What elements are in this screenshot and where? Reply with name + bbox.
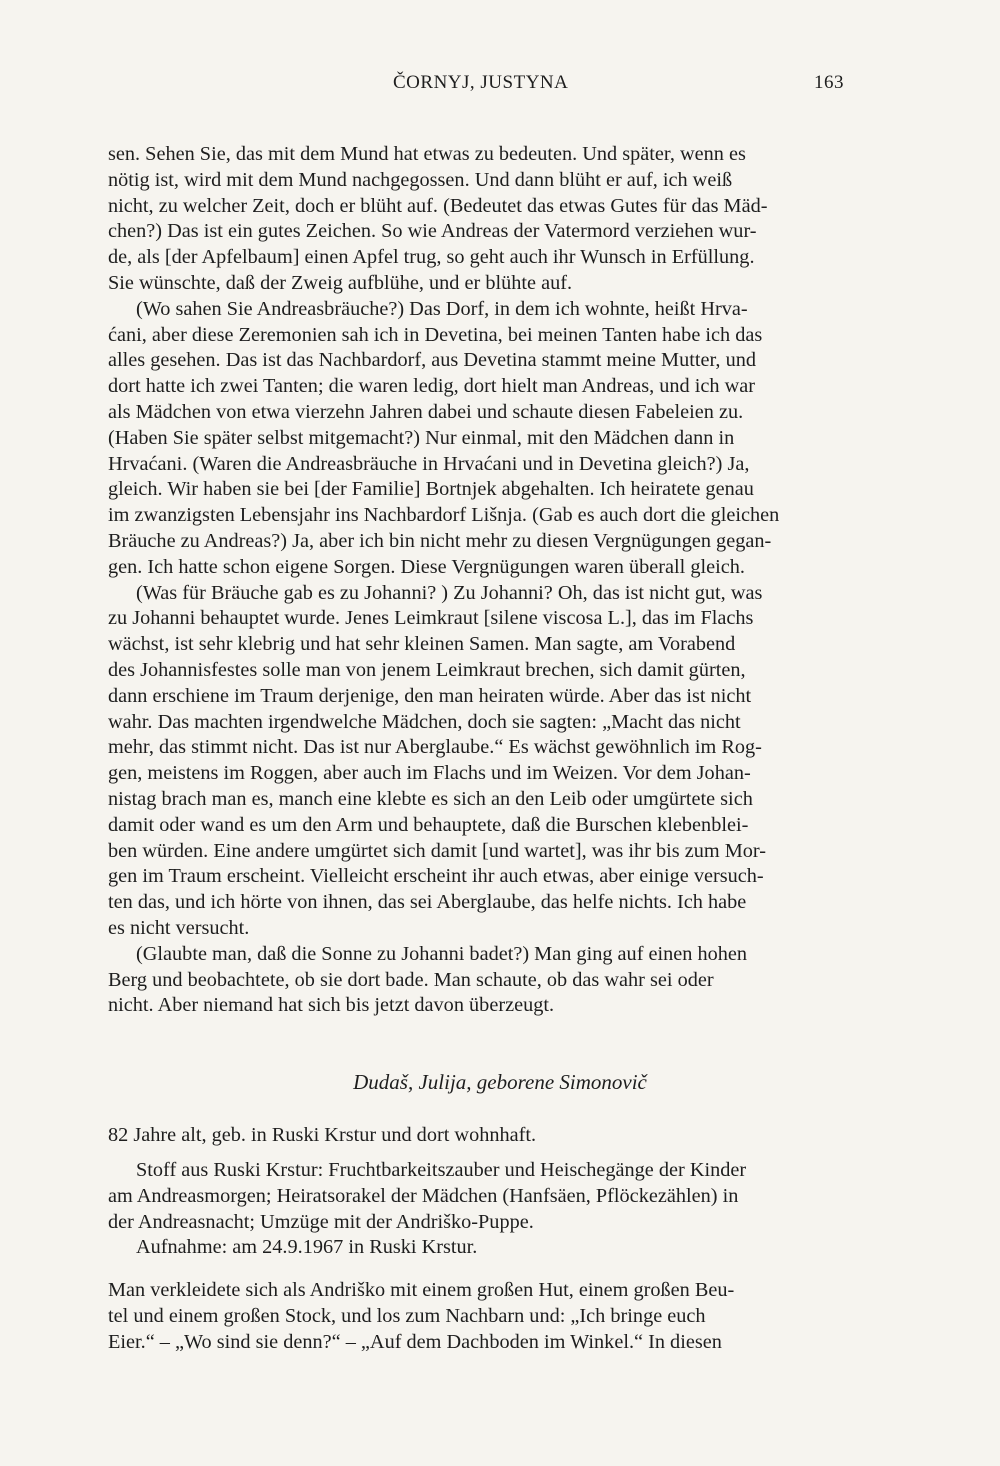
section-title: Dudaš, Julija, geborene Simonovič bbox=[353, 1070, 647, 1094]
page-number: 163 bbox=[814, 72, 844, 93]
recording-date: Aufnahme: am 24.9.1967 in Ruski Krstur. bbox=[136, 1236, 478, 1259]
page-header bbox=[0, 72, 1000, 102]
paragraph: Man verkleidete sich als Andriško mit einem großen Hut, einem großen Beu- tel und einem großen Stock, und los zum Nachbarn und: „Ich bringe euch Eier.“ – „Wo sind sie denn?“ – „Auf dem Dachboden im Winkel.“ In diesen bbox=[108, 1279, 735, 1353]
narrative-text bbox=[108, 1278, 868, 1355]
running-title: ČORNYJ, JUSTYNA bbox=[393, 72, 569, 93]
paragraph: (Was für Bräuche gab es zu Johanni? ) Zu Johanni? Oh, das ist nicht gut, was zu Johanni behauptet wurde. Jenes Leimkraut [silene viscosa L.], das im Flachs wächst, ist sehr klebrig und hat sehr kleinen Samen. Man sagte, am Vorabend des Johannisfestes solle man von jenem Leimkraut brechen, sich damit gürten, dann erschiene im Traum derjenige, den man heiraten würde. Aber das ist nicht wahr. Das machten irgendwelche Mädchen, doch sie sagten: „Macht das nicht mehr, das stimmt nicht. Das ist nur Aberglaube.“ Es wächst gewöhnlich im Rog- gen, meistens im Roggen, aber auch im Flachs und im Weizen. Vor dem Johan- nistag brach man es, manch eine klebte es sich an den Leib oder umgürtete sich damit oder wand es um den Arm und behauptete, daß die Burschen klebenblei- ben würden. Eine andere umgürtet sich damit [und wartet], was ihr bis zum Mor- gen im Traum erscheint. Vielleicht erscheint ihr auch etwas, aber einige versuch- ten das, und ich hörte von ihnen, das sei Aberglaube, das helfe nichts. Ich habe es nicht versucht. bbox=[108, 581, 766, 939]
informant-details: 82 Jahre alt, geb. in Ruski Krstur und dort wohnhaft. bbox=[108, 1124, 537, 1146]
paragraph: sen. Sehen Sie, das mit dem Mund hat etwas zu bedeuten. Und später, wenn es nötig ist, wird mit dem Mund nachgegossen. Und dann blüht er auf, ich weiß nicht, zu welcher Zeit, doch er blüht auf. (Bedeutet das etwas Gutes für das Mäd- chen?) Das ist ein gutes Zeichen. So wie Andreas der Vatermord verziehen wur- de, als [der Apfelbaum] einen Apfel trug, so geht auch ihr Wunsch in Erfüllung. Sie wünschte, daß der Zweig aufblühe, und er blühte auf. bbox=[108, 143, 768, 294]
paragraph: (Glaubte man, daß die Sonne zu Johanni badet?) Man ging auf einen hohen Berg und beobachtete, ob sie dort bade. Man schaute, ob das wahr sei oder nicht. Aber niemand hat sich bis jetzt davon überzeugt. bbox=[108, 942, 748, 1017]
entry-cornyj-text bbox=[108, 142, 868, 1019]
material-description: Stoff aus Ruski Krstur: Fruchtbarkeitszauber und Heischegänge der Kinder am Andreasmorgen; Heiratsorakel der Mädchen (Hanfsäen, Pflöckezählen) in der Andreasnacht; Umzüge mit der Andriško-Puppe. bbox=[108, 1159, 747, 1233]
material-summary bbox=[108, 1158, 868, 1261]
paragraph: (Wo sahen Sie Andreasbräuche?) Das Dorf, in dem ich wohnte, heißt Hrva- ćani, aber diese Zeremonien sah ich in Devetina, bei meinen Tanten habe ich das alles gesehen. Das ist das Nachbardorf, aus Devetina stammt meine Mutter, und dort hatte ich zwei Tanten; die waren ledig, dort hielt man Andreas, und ich war als Mädchen von etwa vierzehn Jahren dabei und schaute diesen Fabeleien zu. (Haben Sie später selbst mitgemacht?) Nur einmal, mit den Mädchen dann in Hrvaćani. (Waren die Andreasbräuche in Hrvaćani und in Devetina gleich?) Ja, gleich. Wir haben sie bei [der Familie] Bortnjek abgehalten. Ich heiratete genau im zwanzigsten Lebensjahr ins Nachbardorf Lišnja. (Gab es auch dort die gleichen Bräuche zu Andreas?) Ja, aber ich bin nicht mehr zu diesen Vergnügungen gegan- gen. Ich hatte schon eigene Sorgen. Diese Vergnügungen waren überall gleich. bbox=[108, 297, 780, 578]
informant-info bbox=[108, 1123, 868, 1149]
